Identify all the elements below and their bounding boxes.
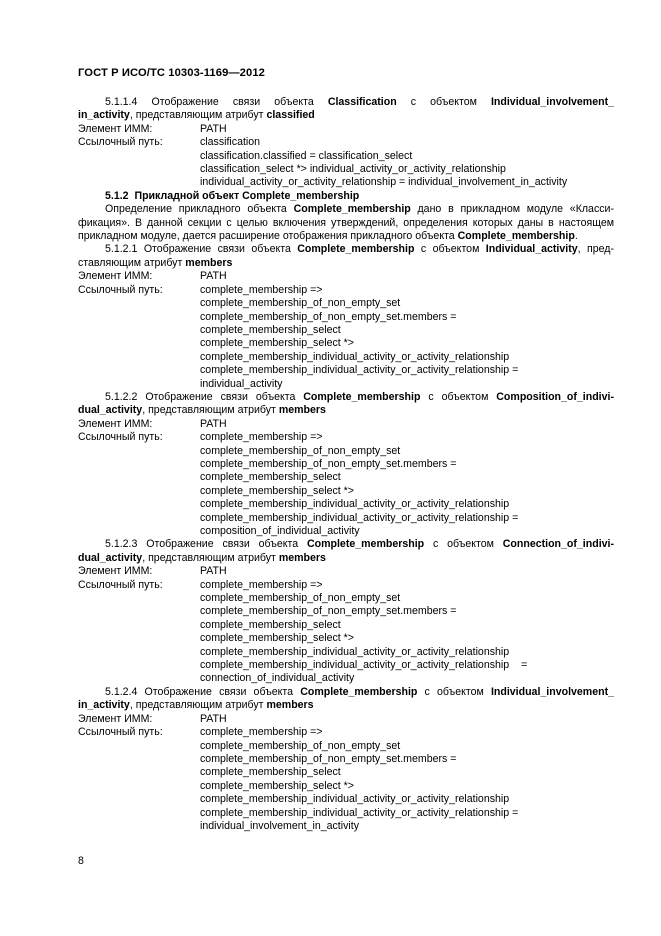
reference-path-line: individual_activity_or_activity_relationship = individual_involvement_in_activity bbox=[200, 176, 568, 189]
reference-path-line: classification bbox=[200, 136, 261, 149]
section-5-1-2-para: Определение прикладного объекта Complete_membership дано в прикладном модуле «Класси- bbox=[105, 203, 614, 216]
imm-element-label: Элемент ИММ: bbox=[78, 417, 153, 430]
reference-path-row bbox=[78, 726, 614, 739]
reference-path-label: Ссылочный путь: bbox=[78, 578, 163, 591]
page-number: 8 bbox=[78, 855, 84, 867]
imm-element-value: PATH bbox=[200, 712, 227, 725]
reference-path-line-part: complete_membership_individual_activity_or_activity_relationship bbox=[200, 659, 510, 672]
section-5-1-2-para: фикация». В данной секции с целью включения утверждений, определения которых даны в настоящем bbox=[78, 216, 614, 229]
section-5-1-2-heading: 5.1.2 Прикладной объект Complete_membership bbox=[105, 189, 360, 202]
document-header: ГОСТ Р ИСО/ТС 10303-1169—2012 bbox=[78, 67, 265, 79]
reference-path-line: individual_activity bbox=[200, 377, 283, 390]
section-5-1-2-3-title: 5.1.2.3 Отображение связи объекта Complete_membership с объектом Connection_of_indivi- bbox=[105, 538, 614, 551]
section-5-1-2-1-title-cont: ставляющим атрибут members bbox=[78, 256, 233, 269]
imm-element-value: PATH bbox=[200, 565, 227, 578]
section-5-1-2-3-title-cont: dual_activity, представляющим атрибут members bbox=[78, 551, 326, 564]
section-5-1-2-1-title: 5.1.2.1 Отображение связи объекта Complete_membership с объектом Individual_activity, пред- bbox=[105, 243, 614, 256]
reference-path-line: composition_of_individual_activity bbox=[200, 525, 360, 537]
reference-path-line-part: = bbox=[521, 659, 528, 672]
reference-path-line: complete_membership_of_non_empty_set bbox=[200, 444, 401, 457]
reference-path-label: Ссылочный путь: bbox=[78, 431, 163, 444]
imm-element-value: PATH bbox=[200, 417, 227, 430]
reference-path-line: complete_membership => bbox=[200, 726, 323, 739]
reference-path-line: complete_membership => bbox=[200, 431, 323, 444]
section-5-1-2-2-title: 5.1.2.2 Отображение связи объекта Complete_membership с объектом Composition_of_indivi- bbox=[105, 390, 614, 403]
section-5-1-2-4-title-cont: in_activity, представляющим атрибут members bbox=[78, 699, 314, 712]
reference-path-label: Ссылочный путь: bbox=[78, 726, 163, 739]
reference-path-line: complete_membership_of_non_empty_set.members = bbox=[200, 605, 457, 618]
reference-path-line: complete_membership_individual_activity_or_activity_relationship = bbox=[200, 511, 519, 524]
reference-path-label: Ссылочный путь: bbox=[78, 283, 163, 296]
reference-path-line: complete_membership_of_non_empty_set.members = bbox=[200, 457, 457, 470]
reference-path-line: complete_membership_individual_activity_or_activity_relationship bbox=[200, 645, 510, 658]
imm-element-label: Элемент ИММ: bbox=[78, 122, 153, 135]
imm-element-row bbox=[78, 565, 614, 578]
reference-path-line: complete_membership => bbox=[200, 283, 323, 296]
reference-path-line: complete_membership_select *> bbox=[200, 632, 354, 645]
reference-path-line: connection_of_individual_activity bbox=[200, 672, 355, 685]
reference-path-row bbox=[78, 284, 614, 297]
reference-path-line: complete_membership_of_non_empty_set bbox=[200, 297, 401, 310]
reference-path-line: complete_membership_individual_activity_or_activity_relationship bbox=[200, 498, 510, 511]
section-5-1-2-para: прикладном модуле, дается расширение отображения прикладного объекта Complete_membership. bbox=[78, 230, 578, 243]
reference-path-line: complete_membership_select *> bbox=[200, 779, 354, 792]
reference-path-row bbox=[78, 136, 614, 149]
reference-path-line: individual_involvement_in_activity bbox=[200, 819, 359, 832]
reference-path-label: Ссылочный путь: bbox=[78, 136, 163, 149]
section-5-1-1-4-title: 5.1.1.4 Отображение связи объекта Classification с объектом Individual_involvement_ bbox=[105, 96, 615, 108]
section-5-1-1-4-title-cont: in_activity, представляющим атрибут classified bbox=[78, 109, 315, 122]
imm-element-value: PATH bbox=[200, 270, 227, 283]
reference-path-line: complete_membership_select *> bbox=[200, 484, 354, 497]
reference-path-line: complete_membership_select bbox=[200, 618, 341, 631]
reference-path-line: complete_membership_of_non_empty_set bbox=[200, 739, 401, 752]
imm-element-value: PATH bbox=[200, 122, 227, 135]
document-body bbox=[78, 96, 614, 833]
reference-path-row bbox=[78, 431, 614, 444]
reference-path-line: complete_membership_select bbox=[200, 471, 341, 484]
reference-path-line: complete_membership_select *> bbox=[200, 337, 354, 350]
reference-path-row bbox=[78, 579, 614, 592]
reference-path-line: complete_membership_individual_activity_or_activity_relationship bbox=[200, 793, 510, 806]
imm-element-row bbox=[78, 123, 614, 136]
section-5-1-2-2-title-cont: dual_activity, представляющим атрибут members bbox=[78, 404, 326, 417]
reference-path-line: complete_membership_of_non_empty_set bbox=[200, 592, 401, 605]
imm-element-label: Элемент ИММ: bbox=[78, 712, 153, 725]
reference-path-line: complete_membership_select bbox=[200, 766, 341, 779]
reference-path-line: complete_membership_of_non_empty_set.members = bbox=[200, 752, 457, 765]
reference-path-line: complete_membership_select bbox=[200, 323, 341, 336]
imm-element-row bbox=[78, 270, 614, 283]
reference-path-line: complete_membership_individual_activity_or_activity_relationship = bbox=[200, 806, 519, 819]
reference-path-line: complete_membership_individual_activity_or_activity_relationship = bbox=[200, 364, 519, 377]
reference-path-line: complete_membership_of_non_empty_set.members = bbox=[200, 310, 457, 323]
reference-path-line: complete_membership_individual_activity_or_activity_relationship bbox=[200, 350, 510, 363]
imm-element-label: Элемент ИММ: bbox=[78, 270, 153, 283]
reference-path-line: complete_membership => bbox=[200, 578, 323, 591]
section-5-1-2-4-title: 5.1.2.4 Отображение связи объекта Complete_membership с объектом Individual_involvement_ bbox=[105, 685, 614, 698]
reference-path-line: classification.classified = classification_select bbox=[200, 149, 413, 162]
reference-path-line: classification_select *> individual_activity_or_activity_relationship bbox=[200, 163, 506, 176]
reference-path-line bbox=[200, 659, 614, 672]
imm-element-row bbox=[78, 418, 614, 431]
imm-element-label: Элемент ИММ: bbox=[78, 565, 153, 578]
imm-element-row bbox=[78, 713, 614, 726]
